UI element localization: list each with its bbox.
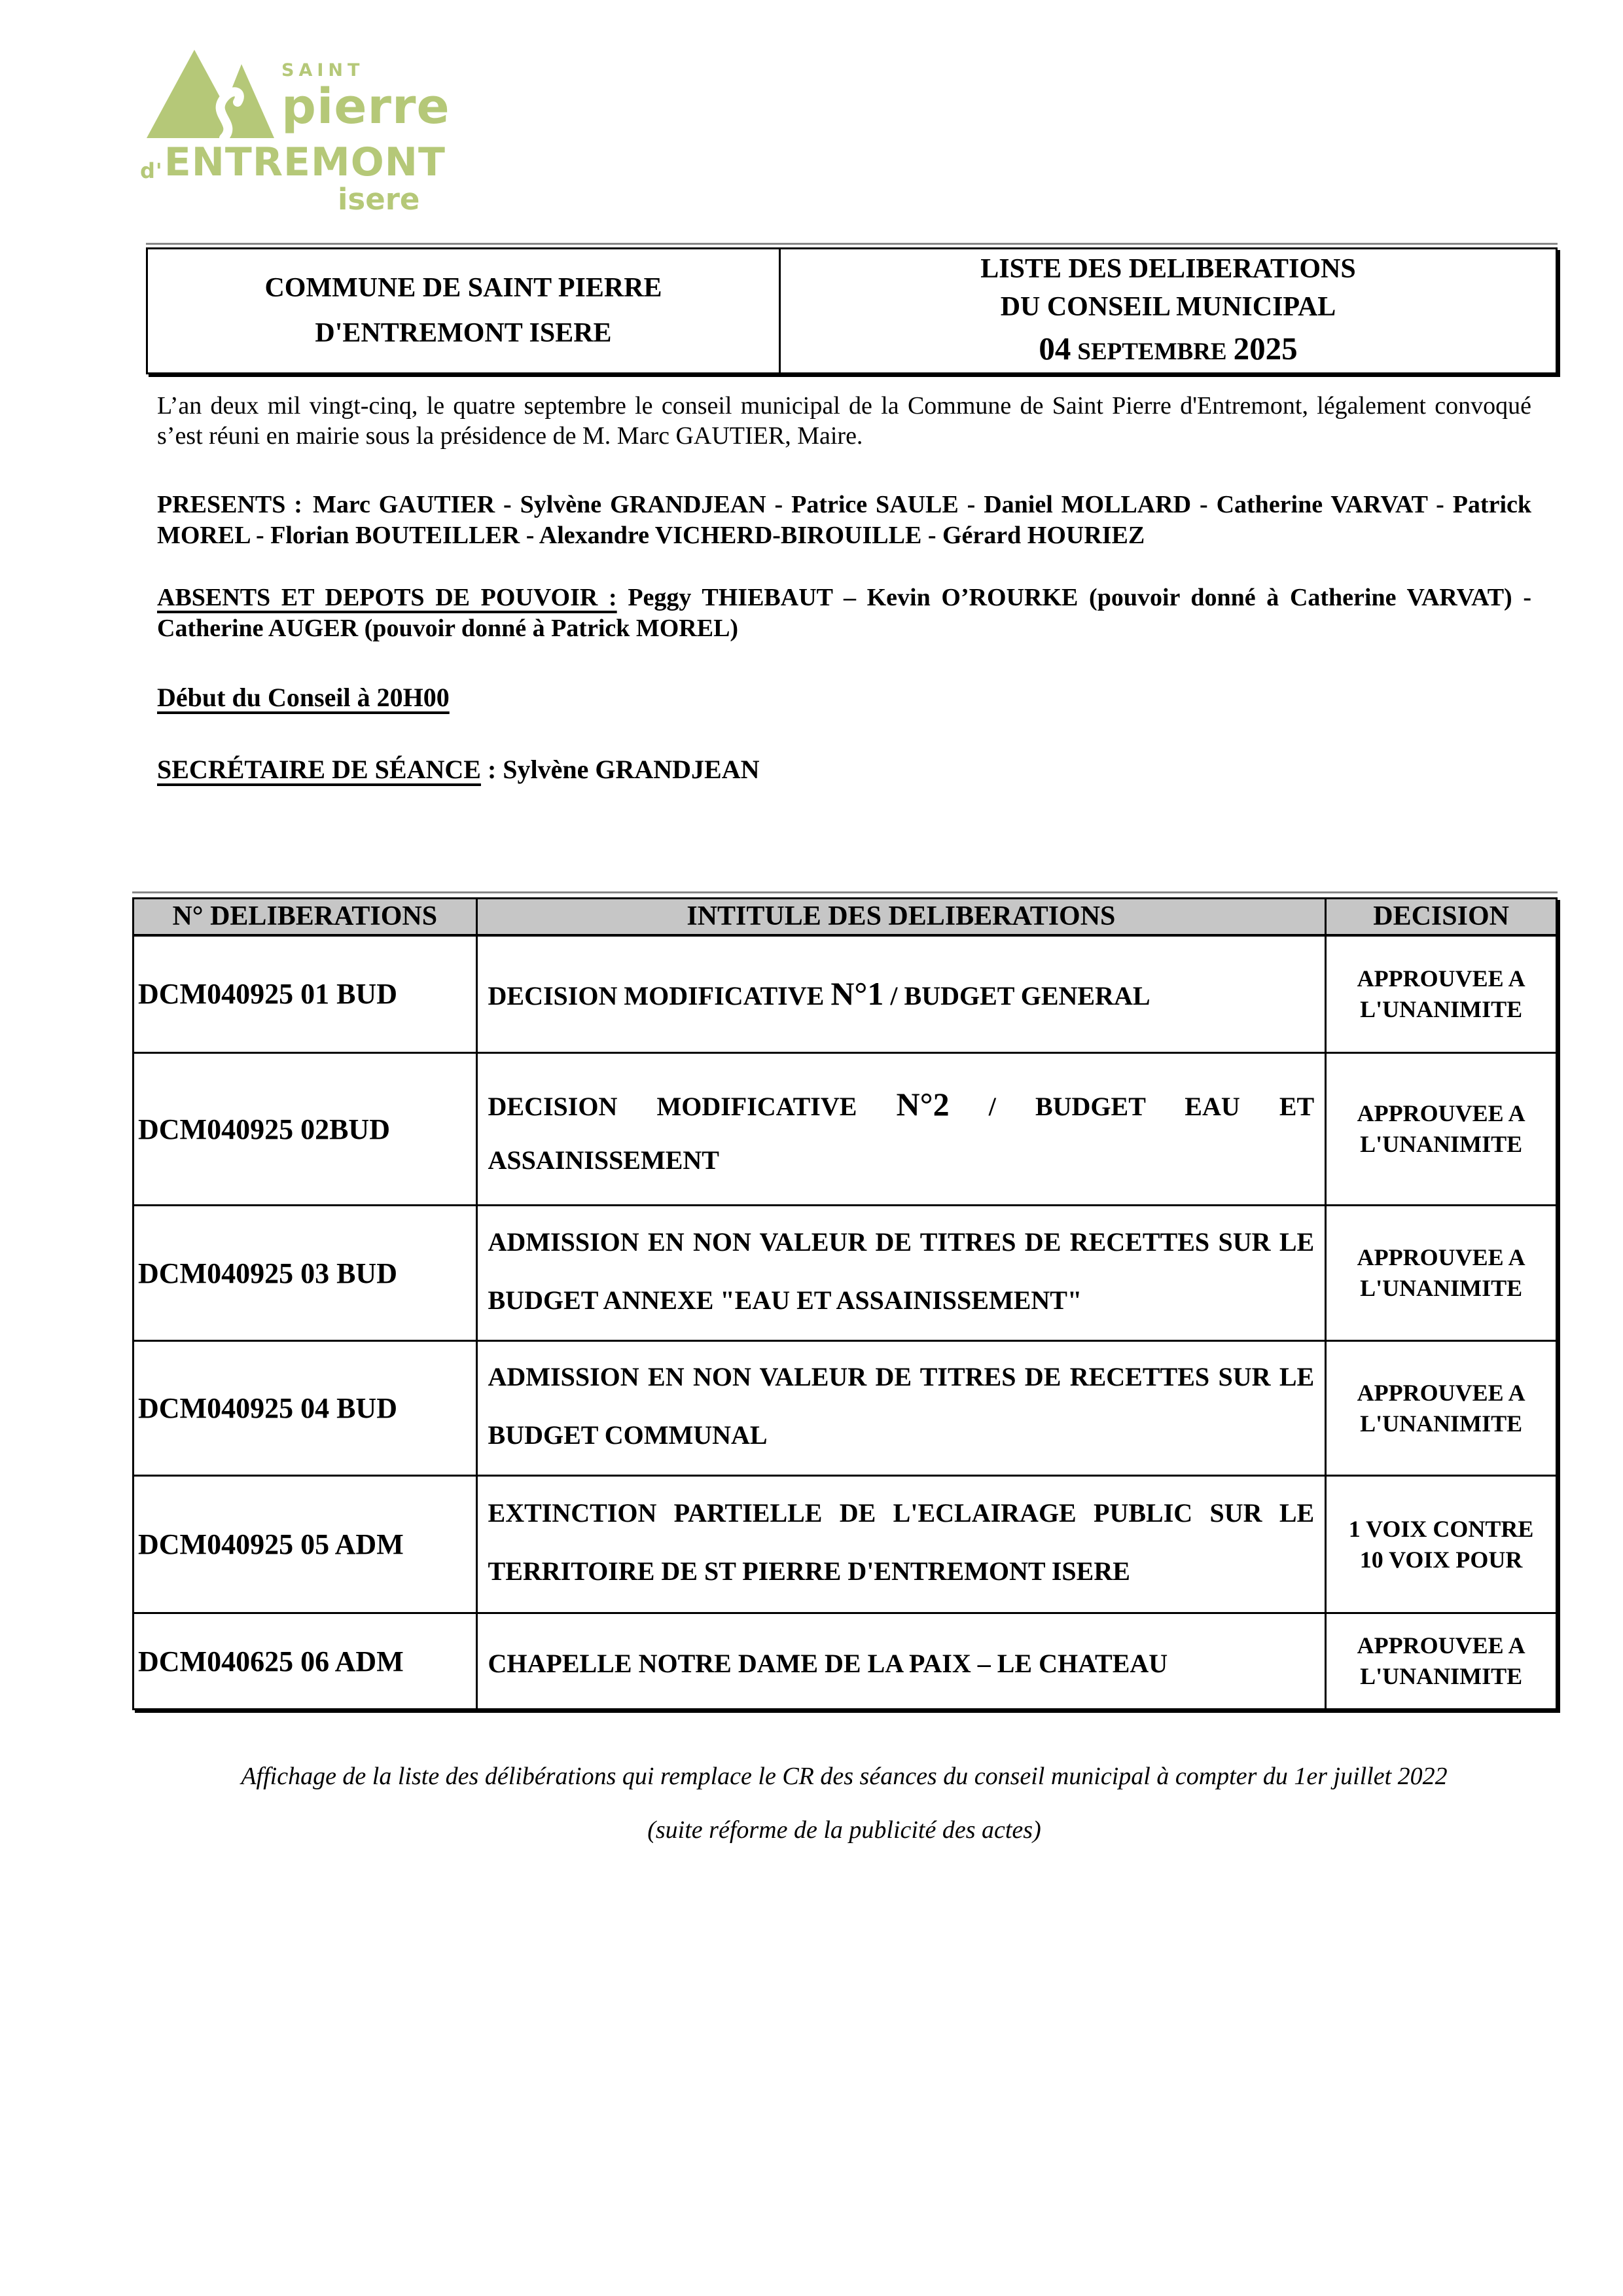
date-month: SEPTEMBRE bbox=[1077, 338, 1227, 366]
session-date bbox=[781, 327, 1556, 371]
table-row bbox=[134, 1053, 1557, 1206]
logo-text-saint: SAINT bbox=[281, 60, 365, 81]
footer-note bbox=[157, 1762, 1531, 1844]
deliberation-number: DCM040925 03 BUD bbox=[134, 1206, 477, 1341]
deliberation-number: DCM040925 02BUD bbox=[134, 1053, 477, 1206]
deliberation-number: DCM040925 05 ADM bbox=[134, 1476, 477, 1613]
deliberation-decision: APPROUVEE A L'UNANIMITE bbox=[1326, 935, 1557, 1053]
deliberations-table-wrapper bbox=[132, 897, 1558, 1710]
table-row bbox=[134, 1341, 1557, 1476]
logo-text-pierre: pierre bbox=[281, 79, 450, 135]
logo-text-d: d' bbox=[140, 158, 163, 183]
secretary-line bbox=[157, 754, 1531, 785]
title-line2: DU CONSEIL MUNICIPAL bbox=[1000, 292, 1336, 323]
commune-logo bbox=[140, 50, 450, 217]
intro-paragraph: L’an deux mil vingt-cinq, le quatre septembre le conseil municipal de la Commune de Saint Pierre d'Entremont, légalement convoqué s’est réuni en mairie sous la présidence de M. Marc GAUTIER, Maire. bbox=[157, 392, 1531, 450]
presents-label: PRESENTS : bbox=[157, 491, 302, 518]
absents-paragraph bbox=[157, 583, 1531, 644]
title-line1: LISTE DES DELIBERATIONS bbox=[980, 254, 1356, 285]
deliberations-title-cell bbox=[781, 249, 1556, 372]
col-header-decision: DECISION bbox=[1326, 899, 1557, 935]
col-header-intitule: INTITULE DES DELIBERATIONS bbox=[476, 899, 1326, 935]
deliberation-decision: APPROUVEE A L'UNANIMITE bbox=[1326, 1613, 1557, 1710]
col-header-numero: N° DELIBERATIONS bbox=[134, 899, 477, 935]
logo-text-entremont bbox=[140, 139, 446, 185]
secretary-name: Sylvène GRANDJEAN bbox=[503, 755, 760, 784]
table-row bbox=[134, 1613, 1557, 1710]
table-header-row bbox=[134, 899, 1557, 935]
table-row bbox=[134, 1476, 1557, 1613]
table-row bbox=[134, 935, 1557, 1053]
absents-label: ABSENTS ET DEPOTS DE POUVOIR : bbox=[157, 584, 617, 611]
footer-line1: Affichage de la liste des délibérations qui remplace le CR des séances du conseil municipal à compter du 1er juillet 2022 bbox=[241, 1763, 1448, 1790]
session-start-time: Début du Conseil à 20H00 bbox=[157, 683, 450, 712]
presents-names: Marc GAUTIER - Sylvène GRANDJEAN - Patrice SAULE - Daniel MOLLARD - Catherine VARVAT - Patrick MOREL - Florian BOUTEILLER - Alexandre VICHERD-BIROUILLE - Gérard HOURIEZ bbox=[157, 491, 1531, 550]
deliberation-number: DCM040625 06 ADM bbox=[134, 1613, 477, 1710]
absents-names: Peggy THIEBAUT – Kevin O’ROURKE (pouvoir donné à Catherine VARVAT) - Catherine AUGER (pouvoir donné à Patrick MOREL) bbox=[157, 584, 1532, 643]
secretary-separator: : bbox=[480, 755, 503, 784]
deliberation-title: ADMISSION EN NON VALEUR DE TITRES DE RECETTES SUR LE BUDGET COMMUNAL bbox=[476, 1341, 1326, 1476]
presents-paragraph bbox=[157, 490, 1531, 551]
deliberation-number: DCM040925 01 BUD bbox=[134, 935, 477, 1053]
footer-line2: (suite réforme de la publicité des actes) bbox=[647, 1816, 1041, 1844]
commune-line2: D'ENTREMONT ISERE bbox=[315, 318, 612, 348]
deliberation-title: DECISION MODIFICATIVE N°1 / BUDGET GENERAL bbox=[476, 935, 1326, 1053]
deliberation-number: DCM040925 04 BUD bbox=[134, 1341, 477, 1476]
secretary-label: SECRÉTAIRE DE SÉANCE bbox=[157, 755, 481, 784]
date-year: 2025 bbox=[1233, 331, 1298, 367]
table-row bbox=[134, 1206, 1557, 1341]
date-day: 04 bbox=[1039, 331, 1071, 367]
deliberation-title: ADMISSION EN NON VALEUR DE TITRES DE RECETTES SUR LE BUDGET ANNEXE "EAU ET ASSAINISSEMENT" bbox=[476, 1206, 1326, 1341]
title-header-table bbox=[146, 247, 1558, 374]
deliberation-decision: APPROUVEE A L'UNANIMITE bbox=[1326, 1053, 1557, 1206]
deliberation-decision: APPROUVEE A L'UNANIMITE bbox=[1326, 1341, 1557, 1476]
mountains-icon bbox=[147, 50, 274, 138]
logo-text-isere: isere bbox=[338, 182, 420, 217]
deliberation-title: EXTINCTION PARTIELLE DE L'ECLAIRAGE PUBLIC SUR LE TERRITOIRE DE ST PIERRE D'ENTREMONT ISERE bbox=[476, 1476, 1326, 1613]
logo-text-entremont-caps: ENTREMONT bbox=[164, 139, 446, 185]
deliberation-decision: APPROUVEE A L'UNANIMITE bbox=[1326, 1206, 1557, 1341]
commune-line1: COMMUNE DE SAINT PIERRE bbox=[264, 272, 662, 303]
commune-title-cell bbox=[148, 249, 781, 372]
deliberation-decision: 1 VOIX CONTRE 10 VOIX POUR bbox=[1326, 1476, 1557, 1613]
deliberations-table bbox=[132, 897, 1558, 1710]
deliberation-title: DECISION MODIFICATIVE N°2 / BUDGET EAU ET ASSAINISSEMENT bbox=[476, 1053, 1326, 1206]
deliberation-title: CHAPELLE NOTRE DAME DE LA PAIX – LE CHATEAU bbox=[476, 1613, 1326, 1710]
